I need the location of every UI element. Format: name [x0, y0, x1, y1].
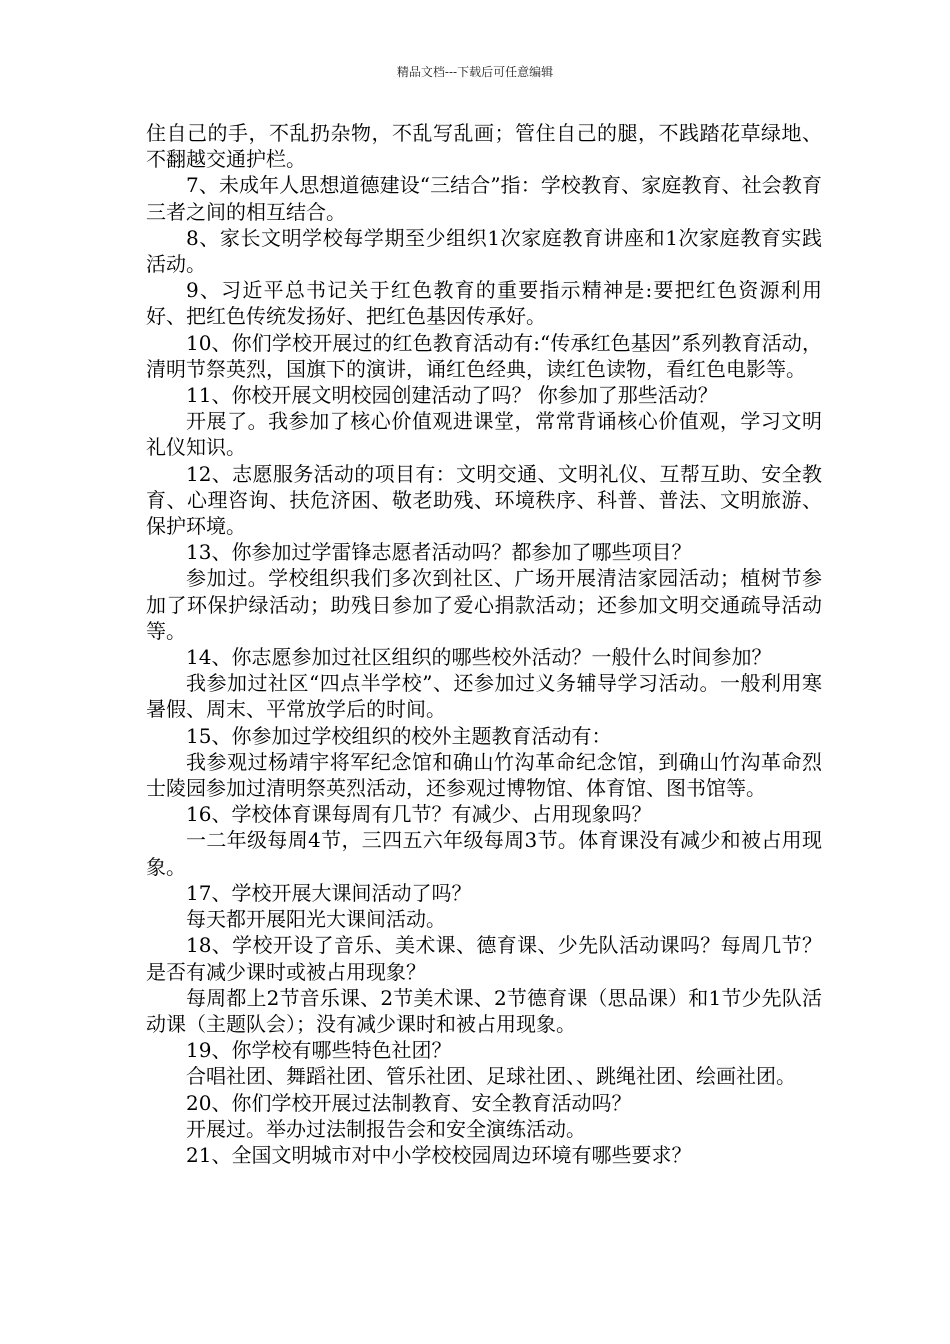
paragraph: 19、你学校有哪些特色社团？	[186, 1038, 452, 1063]
paragraph: 9、习近平总书记关于红色教育的重要指示精神是:要把红色资源利用好、把红色传统发扬好、把红色基因传承好。	[146, 278, 822, 329]
paragraph: 13、你参加过学雷锋志愿者活动吗？都参加了哪些项目？	[186, 540, 692, 565]
paragraph: 我参观过杨靖宇将军纪念馆和确山竹沟革命纪念馆，到确山竹沟革命烈士陵园参加过清明祭英烈活动，还参观过博物馆、体育馆、图书馆等。	[146, 749, 822, 801]
paragraph: 15、你参加过学校组织的校外主题教育活动有：	[186, 723, 612, 748]
paragraph: 住自己的手，不乱扔杂物，不乱写乱画；管住自己的腿，不践踏花草绿地、不翻越交通护栏。	[146, 121, 822, 172]
paragraph: 10、你们学校开展过的红色教育活动有:“传承红色基因”系列教育活动，清明节祭英烈，国旗下的演讲，诵红色经典，读红色读物，看红色电影等。	[146, 330, 822, 381]
paragraph: 参加过。学校组织我们多次到社区、广场开展清洁家园活动；植树节参加了环保护绿活动；助残日参加了爱心捐款活动；还参加文明交通疏导活动等。	[146, 566, 822, 643]
paragraph: 开展了。我参加了核心价值观进课堂，常常背诵核心价值观，学习文明礼仪知识。	[146, 409, 822, 460]
paragraph: 17、学校开展大课间活动了吗？	[186, 880, 472, 905]
paragraph: 18、学校开设了音乐、美术课、德育课、少先队活动课吗？每周几节？是否有减少课时或被占用现象？	[146, 933, 822, 984]
paragraph: 12、志愿服务活动的项目有：文明交通、文明礼仪、互帮互助、安全教育、心理咨询、扶危济困、敬老助残、环境秩序、科普、普法、文明旅游、保护环境。	[146, 461, 822, 539]
paragraph: 7、未成年人思想道德建设“三结合”指：学校教育、家庭教育、社会教育三者之间的相互结合。	[146, 173, 822, 224]
paragraph: 开展过。举办过法制报告会和安全演练活动。	[186, 1116, 586, 1141]
paragraph: 11、你校开展文明校园创建活动了吗？ 你参加了那些活动？	[186, 383, 718, 408]
paragraph: 8、家长文明学校每学期至少组织1次家庭教育讲座和1次家庭教育实践活动。	[146, 225, 822, 277]
paragraph: 合唱社团、舞蹈社团、管乐社团、足球社团、、跳绳社团、绘画社团。	[186, 1064, 796, 1089]
paragraph: 一二年级每周4节，三四五六年级每周3节。体育课没有减少和被占用现象。	[146, 828, 822, 879]
paragraph: 我参加过社区“四点半学校”、还参加过义务辅导学习活动。一般利用寒暑假、周末、平常放学后的时间。	[146, 671, 822, 722]
page-header: 精品文档---下载后可任意编辑	[396, 65, 554, 79]
document-body	[146, 120, 822, 1168]
paragraph: 16、学校体育课每周有几节？有减少、占用现象吗？	[186, 802, 652, 827]
paragraph: 21、全国文明城市对中小学校校园周边环境有哪些要求？	[186, 1142, 692, 1167]
paragraph: 20、你们学校开展过法制教育、安全教育活动吗？	[186, 1090, 632, 1115]
paragraph: 每周都上2节音乐课、2节美术课、2节德育课（思品课）和1节少先队活动课（主题队会）；没有减少课时和被占用现象。	[146, 985, 822, 1036]
paragraph: 14、你志愿参加过社区组织的哪些校外活动？一般什么时间参加？	[186, 645, 772, 670]
paragraph: 每天都开展阳光大课间活动。	[186, 907, 446, 932]
